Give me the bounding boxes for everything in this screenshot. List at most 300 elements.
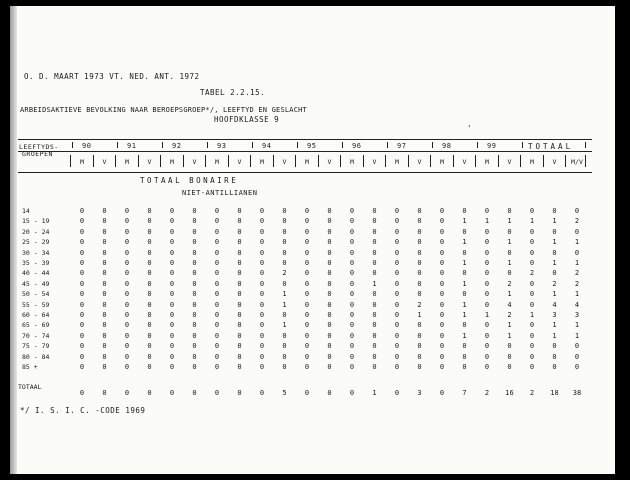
table-cell: 0 [439, 290, 445, 299]
table-cell: 0 [102, 352, 107, 361]
table-cell: 0 [102, 227, 107, 236]
sex-column-separator [585, 155, 586, 167]
table-cell: 0 [124, 279, 130, 288]
table-cell: 1 [574, 238, 580, 247]
table-cell: 2 [574, 279, 580, 288]
table-cell: 0 [327, 217, 332, 226]
total-cell: 16 [505, 389, 514, 397]
table-cell: 0 [552, 248, 557, 257]
group-separator [522, 142, 523, 148]
table-cell: 0 [372, 217, 377, 226]
table-cell: 0 [394, 290, 400, 299]
table-cell: 0 [507, 227, 512, 236]
table-cell: 1 [552, 238, 557, 247]
table-cell: 0 [259, 238, 265, 247]
table-cell: 0 [327, 248, 332, 257]
sex-label: V [192, 158, 197, 166]
table-cell: 0 [372, 290, 377, 299]
table-cell: 0 [552, 207, 557, 215]
group-separator [342, 142, 343, 148]
group-separator [297, 142, 298, 148]
table-cell: 0 [574, 352, 580, 361]
sex-label: V [237, 158, 242, 166]
table-cell: 0 [147, 227, 152, 236]
table-title: ARBEIDSAKTIEVE BEVOLKING NAAR BEROEPSGROEP*/, LEEFTYD EN GESLACHT [20, 106, 307, 114]
total-cell: 0 [439, 389, 445, 397]
table-cell: 0 [282, 207, 287, 215]
table-cell: 0 [259, 321, 265, 330]
table-cell: 0 [304, 331, 310, 340]
table-cell: 0 [394, 363, 400, 371]
table-cell: 2 [507, 279, 512, 288]
table-cell: 0 [304, 217, 310, 226]
total-cell: 0 [304, 389, 310, 397]
table-cell: 0 [237, 227, 242, 236]
table-cell: 0 [124, 300, 130, 309]
sex-column-separator [385, 155, 386, 167]
table-cell: 0 [147, 331, 152, 340]
table-cell: 0 [79, 248, 85, 257]
table-cell: 0 [439, 259, 445, 267]
table-cell: 0 [552, 352, 557, 361]
table-cell: 0 [147, 248, 152, 257]
table-cell: 0 [462, 290, 467, 299]
table-cell: 0 [417, 269, 422, 278]
table-cell: 0 [79, 227, 85, 236]
sex-column-separator [340, 155, 341, 167]
table-cell: 0 [147, 300, 152, 309]
table-cell: 0 [484, 207, 490, 215]
table-cell: 1 [282, 300, 287, 309]
table-cell: 0 [169, 331, 175, 340]
table-cell: 0 [484, 248, 490, 257]
table-cell: 2 [507, 311, 512, 319]
table-cell: 0 [349, 207, 355, 215]
table-cell: 0 [304, 363, 310, 371]
header-rule-top [18, 139, 592, 140]
table-cell: 0 [124, 248, 130, 257]
table-cell: 0 [237, 217, 242, 226]
table-cell: 0 [394, 259, 400, 267]
table-cell: 0 [462, 248, 467, 257]
table-cell: 0 [79, 290, 85, 299]
table-cell: 0 [124, 331, 130, 340]
sex-label: V [327, 158, 332, 166]
sex-column-separator [543, 155, 544, 167]
age-group-header-line1: LEEFTYDS- [19, 143, 59, 151]
table-cell: 0 [529, 352, 535, 361]
table-cell: 0 [192, 259, 197, 267]
table-cell: 0 [417, 227, 422, 236]
table-cell: 0 [439, 227, 445, 236]
sex-label: M [395, 158, 399, 166]
sex-label: V [552, 158, 557, 166]
table-cell: 0 [169, 342, 175, 351]
table-cell: 0 [214, 342, 220, 351]
table-cell: 0 [79, 269, 85, 278]
sex-label: M [440, 158, 444, 166]
table-cell: 0 [124, 259, 130, 267]
table-cell: 0 [102, 238, 107, 247]
total-cell: 5 [282, 389, 287, 397]
table-cell: 0 [102, 342, 107, 351]
table-cell: 0 [484, 300, 490, 309]
table-cell: 0 [304, 321, 310, 330]
table-cell: 0 [102, 207, 107, 215]
table-cell: 0 [462, 352, 467, 361]
group-separator [252, 142, 253, 148]
table-cell: 0 [529, 321, 535, 330]
table-cell: 0 [102, 363, 107, 371]
table-cell: 0 [102, 248, 107, 257]
table-cell: 0 [124, 311, 130, 319]
total-cell: 0 [169, 389, 175, 397]
table-cell: 0 [484, 363, 490, 371]
table-cell: 0 [372, 352, 377, 361]
table-cell: 1 [552, 321, 557, 330]
sex-column-separator [115, 155, 116, 167]
table-cell: 0 [214, 331, 220, 340]
table-cell: 0 [439, 331, 445, 340]
table-cell: 0 [79, 238, 85, 247]
table-cell: 4 [507, 300, 512, 309]
table-cell: 0 [484, 259, 490, 267]
table-cell: 0 [372, 363, 377, 371]
table-cell: 0 [372, 321, 377, 330]
row-label: 30 - 34 [22, 248, 50, 257]
table-cell: 0 [192, 227, 197, 236]
table-cell: 0 [147, 259, 152, 267]
sex-column-separator [250, 155, 251, 167]
table-cell: 1 [574, 331, 580, 340]
table-cell: 0 [552, 227, 557, 236]
row-label: 65 - 69 [22, 321, 50, 330]
table-cell: 0 [462, 363, 467, 371]
group-code-label: 91 [127, 142, 137, 150]
table-cell: 0 [507, 342, 512, 351]
table-cell: 0 [304, 259, 310, 267]
table-cell: 0 [574, 207, 580, 215]
table-cell: 0 [214, 227, 220, 236]
row-label: 45 - 49 [22, 279, 50, 288]
table-cell: 1 [372, 279, 377, 288]
table-cell: 0 [439, 217, 445, 226]
sex-label: V [507, 158, 512, 166]
total-cell: 0 [259, 389, 265, 397]
table-cell: 0 [259, 342, 265, 351]
sex-label: M/V [571, 158, 583, 166]
table-cell: 0 [259, 207, 265, 215]
table-cell: 0 [282, 311, 287, 319]
table-cell: 0 [214, 279, 220, 288]
table-cell: 1 [529, 217, 535, 226]
table-cell: 2 [574, 269, 580, 278]
table-cell: 0 [192, 238, 197, 247]
table-cell: 2 [552, 279, 557, 288]
table-cell: 0 [169, 238, 175, 247]
table-cell: 0 [214, 352, 220, 361]
table-cell: 2 [529, 269, 535, 278]
row-label: 40 - 44 [22, 269, 50, 278]
table-cell: 0 [124, 238, 130, 247]
stray-mark: ' [467, 124, 473, 133]
table-cell: 1 [507, 238, 512, 247]
table-cell: 0 [79, 363, 85, 371]
table-cell: 0 [484, 352, 490, 361]
table-cell: 0 [147, 269, 152, 278]
table-cell: 0 [417, 279, 422, 288]
table-number: TABEL 2.2.15. [200, 88, 266, 97]
table-cell: 0 [462, 342, 467, 351]
table-cell: 1 [484, 217, 490, 226]
table-cell: 2 [282, 269, 287, 278]
row-label: 14 [22, 207, 30, 215]
table-cell: 0 [462, 227, 467, 236]
table-cell: 0 [259, 363, 265, 371]
total-cell: 2 [484, 389, 490, 397]
table-cell: 0 [282, 279, 287, 288]
table-cell: 0 [282, 238, 287, 247]
sex-column-separator [295, 155, 296, 167]
table-cell: 0 [349, 227, 355, 236]
table-cell: 1 [507, 290, 512, 299]
table-cell: 0 [372, 259, 377, 267]
sex-label: V [102, 158, 107, 166]
table-cell: 2 [417, 300, 422, 309]
table-cell: 0 [259, 300, 265, 309]
table-cell: 0 [349, 279, 355, 288]
table-cell: 0 [372, 238, 377, 247]
sex-column-separator [205, 155, 206, 167]
total-group-label: TOTAAL [528, 142, 574, 151]
table-cell: 0 [349, 363, 355, 371]
table-cell: 0 [124, 363, 130, 371]
sex-column-separator [453, 155, 454, 167]
table-cell: 0 [484, 238, 490, 247]
table-cell: 0 [417, 290, 422, 299]
group-separator [117, 142, 118, 148]
table-cell: 0 [327, 331, 332, 340]
table-cell: 0 [372, 342, 377, 351]
table-cell: 0 [237, 331, 242, 340]
row-label: 20 - 24 [22, 227, 50, 236]
table-cell: 0 [507, 207, 512, 215]
table-cell: 0 [169, 363, 175, 371]
table-cell: 0 [439, 321, 445, 330]
table-cell: 0 [192, 331, 197, 340]
table-cell: 0 [394, 238, 400, 247]
table-cell: 0 [394, 311, 400, 319]
table-cell: 0 [169, 269, 175, 278]
table-cell: 0 [259, 269, 265, 278]
table-cell: 0 [529, 300, 535, 309]
table-cell: 3 [574, 311, 580, 319]
table-cell: 0 [327, 290, 332, 299]
table-cell: 0 [147, 363, 152, 371]
table-cell: 0 [237, 300, 242, 309]
header-rule-bottom [18, 172, 592, 173]
table-cell: 0 [574, 227, 580, 236]
sex-column-separator [93, 155, 94, 167]
age-group-header-line2: GROEPEN [22, 150, 53, 158]
table-cell: 0 [259, 217, 265, 226]
table-cell: 0 [102, 269, 107, 278]
table-cell: 0 [417, 363, 422, 371]
group-code-label: 93 [217, 142, 227, 150]
sex-label: M [350, 158, 354, 166]
table-cell: 0 [79, 279, 85, 288]
table-cell: 0 [259, 259, 265, 267]
sex-column-separator [70, 155, 71, 167]
table-cell: 0 [124, 321, 130, 330]
table-cell: 0 [417, 238, 422, 247]
table-cell: 1 [462, 238, 467, 247]
table-cell: 0 [439, 352, 445, 361]
table-cell: 0 [79, 300, 85, 309]
table-cell: 0 [529, 363, 535, 371]
table-cell: 1 [507, 331, 512, 340]
table-cell: 0 [102, 300, 107, 309]
total-cell: 0 [79, 389, 85, 397]
table-cell: 0 [417, 321, 422, 330]
table-cell: 1 [462, 217, 467, 226]
table-cell: 0 [349, 321, 355, 330]
group-code-label: 95 [307, 142, 317, 150]
table-cell: 0 [214, 363, 220, 371]
table-cell: 1 [462, 259, 467, 267]
sex-label: M [125, 158, 129, 166]
total-row-label: TOTAAL [18, 383, 42, 391]
table-cell: 0 [192, 363, 197, 371]
table-cell: 0 [327, 279, 332, 288]
table-cell: 0 [574, 342, 580, 351]
table-cell: 0 [102, 279, 107, 288]
table-cell: 0 [102, 311, 107, 319]
table-cell: 0 [552, 363, 557, 371]
table-cell: 0 [304, 342, 310, 351]
table-cell: 1 [417, 311, 422, 319]
table-cell: 1 [507, 259, 512, 267]
table-cell: 0 [417, 331, 422, 340]
sex-label: V [372, 158, 377, 166]
table-cell: 0 [237, 238, 242, 247]
table-cell: 0 [349, 238, 355, 247]
table-cell: 0 [304, 227, 310, 236]
table-cell: 1 [462, 311, 467, 319]
table-cell: 0 [237, 290, 242, 299]
table-cell: 0 [192, 311, 197, 319]
table-cell: 0 [552, 269, 557, 278]
sex-label: M [530, 158, 534, 166]
table-cell: 4 [552, 300, 557, 309]
total-cell: 0 [394, 389, 400, 397]
sex-label: M [170, 158, 174, 166]
table-cell: 1 [462, 331, 467, 340]
table-cell: 0 [124, 227, 130, 236]
table-cell: 0 [147, 321, 152, 330]
total-cell: 38 [572, 389, 582, 397]
table-cell: 1 [507, 321, 512, 330]
table-cell: 0 [214, 238, 220, 247]
source-line: O. D. MAART 1973 VT. NED. ANT. 1972 [24, 72, 200, 81]
group-code-label: 99 [487, 142, 497, 150]
table-cell: 0 [214, 269, 220, 278]
table-cell: 0 [327, 227, 332, 236]
table-cell: 1 [552, 217, 557, 226]
table-cell: 0 [304, 248, 310, 257]
group-code-label: 94 [262, 142, 272, 150]
row-label: 75 - 79 [22, 342, 50, 351]
table-cell: 0 [529, 259, 535, 267]
table-cell: 0 [259, 248, 265, 257]
table-cell: 1 [574, 321, 580, 330]
table-cell: 0 [282, 331, 287, 340]
sex-label: V [147, 158, 152, 166]
table-cell: 0 [282, 342, 287, 351]
sex-label: V [282, 158, 287, 166]
table-cell: 0 [102, 217, 107, 226]
footnote: */ I. S. I. C. -CODE 1969 [20, 406, 146, 415]
table-cell: 0 [79, 342, 85, 351]
table-cell: 0 [349, 300, 355, 309]
table-cell: 0 [79, 259, 85, 267]
group-separator [72, 142, 73, 148]
table-cell: 0 [327, 363, 332, 371]
table-cell: 0 [169, 279, 175, 288]
table-cell: 0 [394, 300, 400, 309]
table-cell: 0 [439, 238, 445, 247]
table-cell: 0 [372, 300, 377, 309]
group-code-label: 98 [442, 142, 452, 150]
table-cell: 0 [237, 207, 242, 215]
table-cell: 0 [147, 342, 152, 351]
table-cell: 0 [574, 248, 580, 257]
table-cell: 0 [417, 248, 422, 257]
table-cell: 1 [574, 290, 580, 299]
table-cell: 0 [169, 227, 175, 236]
sex-column-separator [565, 155, 566, 167]
table-cell: 0 [529, 207, 535, 215]
table-cell: 0 [259, 352, 265, 361]
table-cell: 0 [214, 321, 220, 330]
table-cell: 0 [282, 227, 287, 236]
table-cell: 0 [79, 217, 85, 226]
table-cell: 0 [147, 290, 152, 299]
table-cell: 0 [507, 269, 512, 278]
table-cell: 0 [237, 259, 242, 267]
table-cell: 0 [327, 321, 332, 330]
sex-label: M [260, 158, 264, 166]
table-cell: 0 [169, 300, 175, 309]
table-cell: 0 [394, 352, 400, 361]
row-label: 55 - 59 [22, 300, 50, 309]
table-cell: 0 [214, 207, 220, 215]
group-code-label: 92 [172, 142, 182, 150]
table-cell: 0 [304, 311, 310, 319]
table-cell: 0 [439, 300, 445, 309]
total-cell: 0 [124, 389, 130, 397]
table-cell: 0 [394, 269, 400, 278]
table-cell: 0 [282, 259, 287, 267]
table-cell: 0 [102, 331, 107, 340]
table-cell: 0 [124, 342, 130, 351]
sex-column-separator [160, 155, 161, 167]
table-cell: 0 [124, 217, 130, 226]
table-cell: 0 [214, 217, 220, 226]
total-cell: 0 [349, 389, 355, 397]
table-cell: 0 [237, 321, 242, 330]
table-cell: 0 [259, 331, 265, 340]
